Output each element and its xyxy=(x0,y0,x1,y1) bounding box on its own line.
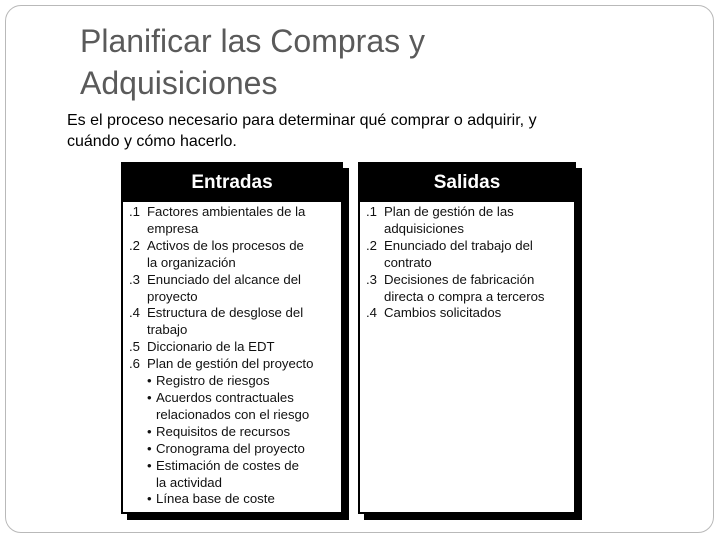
entradas-item-number: .2 xyxy=(129,237,140,253)
entradas-item-text xyxy=(147,204,335,238)
entradas-subitem-text xyxy=(156,491,335,508)
entradas-panel xyxy=(121,162,351,522)
salidas-item-text-line: Decisiones de fabricación xyxy=(384,271,535,287)
salidas-item-text-line: contrato xyxy=(384,254,432,270)
entradas-subitem-text-line: Acuerdos contractuales xyxy=(156,389,294,405)
entradas-panel-box xyxy=(121,162,343,514)
description-line-1: Es el proceso necesario para determinar qué comprar o adquirir, y xyxy=(67,112,537,129)
entradas-item-text xyxy=(147,238,335,272)
entradas-subitem-text-line: relacionados con el riesgo xyxy=(156,406,310,422)
entradas-item-number: .4 xyxy=(129,305,140,321)
entradas-subitem-text-line: Estimación de costes de xyxy=(156,457,299,473)
salidas-item-number: .2 xyxy=(366,237,377,253)
salidas-item-number: .4 xyxy=(366,305,377,321)
entradas-subitem-text xyxy=(156,441,335,458)
salidas-item-text xyxy=(384,305,568,322)
salidas-item-text-line: Cambios solicitados xyxy=(384,305,502,321)
entradas-subitem-text xyxy=(156,424,335,441)
entradas-item xyxy=(129,339,335,356)
salidas-item-text-line: Plan de gestión de las xyxy=(384,204,514,219)
entradas-item-text xyxy=(147,305,335,339)
entradas-item-text-line: la organización xyxy=(147,254,236,270)
bullet-icon: • xyxy=(147,457,152,473)
entradas-item-text xyxy=(147,356,335,373)
entradas-item-text-line: Enunciado del alcance del xyxy=(147,271,301,287)
entradas-item-text-line: empresa xyxy=(147,220,199,236)
entradas-item xyxy=(129,204,335,238)
entradas-item-number: .6 xyxy=(129,356,140,372)
description-line-2: cuándo y cómo hacerlo. xyxy=(67,133,237,150)
entradas-subitem-text-line: Requisitos de recursos xyxy=(156,423,291,439)
salidas-item-text xyxy=(384,272,568,306)
salidas-item xyxy=(366,238,568,272)
salidas-item-text-line: adquisiciones xyxy=(384,220,464,236)
salidas-item-text-line: Enunciado del trabajo del xyxy=(384,237,533,253)
entradas-subitem-text xyxy=(156,458,335,492)
salidas-item-text xyxy=(384,204,568,238)
entradas-item-text-line: Factores ambientales de la xyxy=(147,204,306,219)
slide-description xyxy=(67,110,627,152)
salidas-item-text xyxy=(384,238,568,272)
entradas-item-text xyxy=(147,339,335,356)
entradas-subitem xyxy=(129,458,335,492)
slide-title xyxy=(80,20,680,104)
entradas-subitem xyxy=(129,373,335,390)
entradas-subitem xyxy=(129,441,335,458)
entradas-subitem-text-line: la actividad xyxy=(156,474,222,490)
entradas-subitem xyxy=(129,424,335,441)
title-line-1: Planificar las Compras y xyxy=(80,23,425,59)
salidas-item-number: .1 xyxy=(366,204,377,219)
bullet-icon: • xyxy=(147,491,152,507)
entradas-subitem xyxy=(129,491,335,508)
bullet-icon: • xyxy=(147,373,152,389)
entradas-item-number: .5 xyxy=(129,339,140,355)
salidas-item xyxy=(366,272,568,306)
salidas-item-text-line: directa o compra a terceros xyxy=(384,288,545,304)
entradas-list xyxy=(123,202,341,508)
entradas-item-number: .1 xyxy=(129,204,140,219)
entradas-header: Entradas xyxy=(123,164,341,202)
entradas-item-text-line: Plan de gestión del proyecto xyxy=(147,356,314,372)
bullet-icon: • xyxy=(147,423,152,439)
entradas-item xyxy=(129,272,335,306)
entradas-subitem-text xyxy=(156,390,335,424)
bullet-icon: • xyxy=(147,389,152,405)
entradas-subitem xyxy=(129,390,335,424)
entradas-item-text-line: Activos de los procesos de xyxy=(147,237,304,253)
entradas-subitem-text-line: Cronograma del proyecto xyxy=(156,440,305,456)
entradas-subitem-text-line: Línea base de coste xyxy=(156,491,275,507)
bullet-icon: • xyxy=(147,440,152,456)
entradas-item-text-line: Estructura de desglose del xyxy=(147,305,304,321)
salidas-item xyxy=(366,305,568,322)
entradas-subitem-text-line: Registro de riesgos xyxy=(156,373,270,389)
title-line-2: Adquisiciones xyxy=(80,65,278,101)
salidas-item xyxy=(366,204,568,238)
salidas-header: Salidas xyxy=(360,164,574,202)
entradas-item-text-line: trabajo xyxy=(147,322,188,338)
entradas-item xyxy=(129,356,335,373)
salidas-panel-box xyxy=(358,162,576,514)
entradas-subitem-text xyxy=(156,373,335,390)
salidas-panel xyxy=(358,162,584,522)
salidas-item-number: .3 xyxy=(366,271,377,287)
entradas-item-number: .3 xyxy=(129,271,140,287)
salidas-list xyxy=(360,202,574,322)
entradas-item xyxy=(129,305,335,339)
entradas-item-text-line: proyecto xyxy=(147,288,198,304)
entradas-item xyxy=(129,238,335,272)
entradas-item-text-line: Diccionario de la EDT xyxy=(147,339,275,355)
entradas-item-text xyxy=(147,272,335,306)
